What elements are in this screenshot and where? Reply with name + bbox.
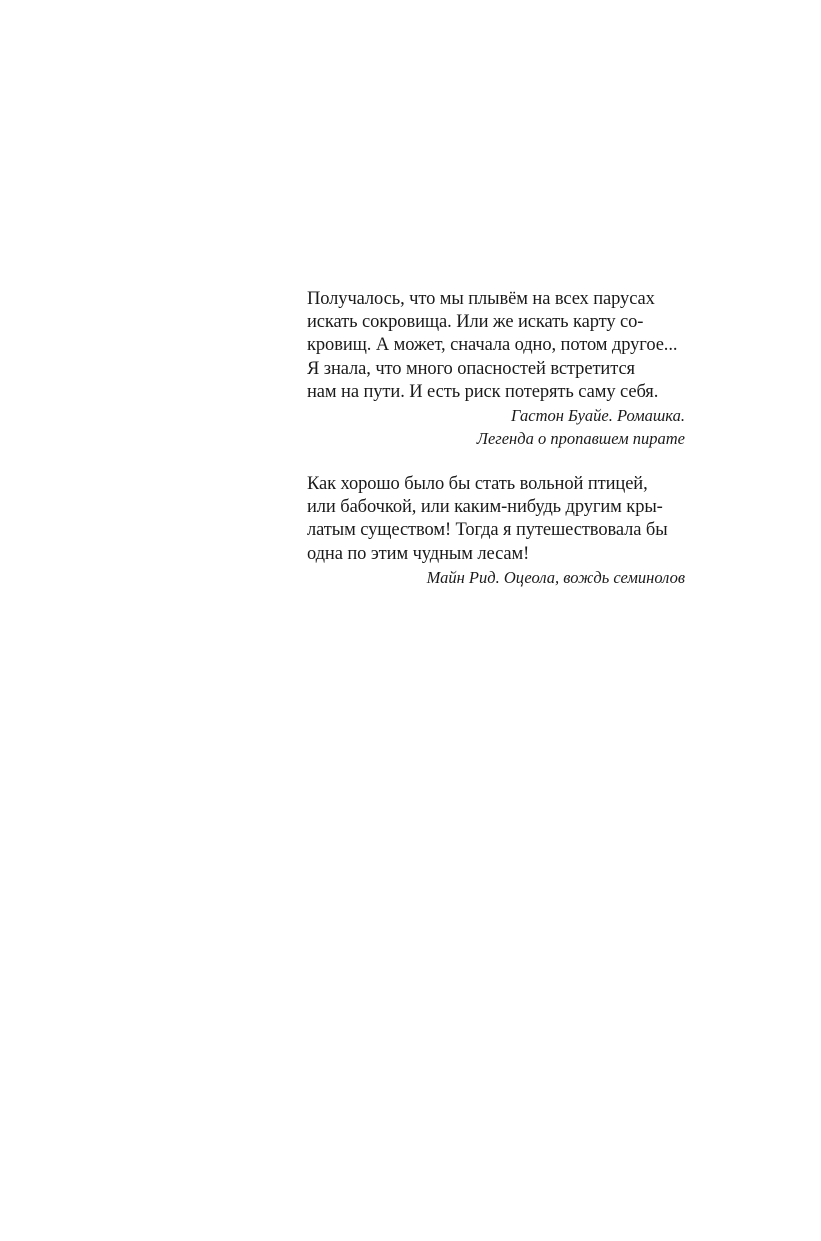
attribution-line: Майн Рид. Оцеола, вождь семинолов (426, 567, 685, 587)
quote-line: или бабочкой, или каким-нибудь другим кры- (307, 497, 663, 518)
quote-line: искать сокровища. Или же искать карту со- (307, 312, 644, 333)
quote-line: Получалось, что мы плывём на всех парусах (307, 289, 655, 309)
epigraph-2 (307, 473, 685, 589)
attribution-line: Легенда о пропавшем пирате (476, 429, 685, 449)
attribution-line: Гастон Буайе. Ромашка. (511, 406, 685, 426)
epigraph-attribution (307, 404, 685, 450)
epigraph-quote (307, 473, 685, 566)
quote-line: латым существом! Тогда я путешествовала бы (307, 520, 668, 541)
epigraph-1 (307, 288, 685, 450)
epigraph-attribution (307, 566, 685, 589)
quote-line: одна по этим чудным лесам! (307, 543, 530, 564)
quote-line: Я знала, что много опасностей встретится (307, 358, 635, 379)
quote-line: Как хорошо было бы стать вольной птицей, (307, 474, 648, 494)
quote-line: нам на пути. И есть риск потерять саму себя. (307, 381, 659, 402)
epigraph-quote (307, 288, 685, 404)
quote-line: кровищ. А может, сначала одно, потом другое... (307, 335, 678, 356)
